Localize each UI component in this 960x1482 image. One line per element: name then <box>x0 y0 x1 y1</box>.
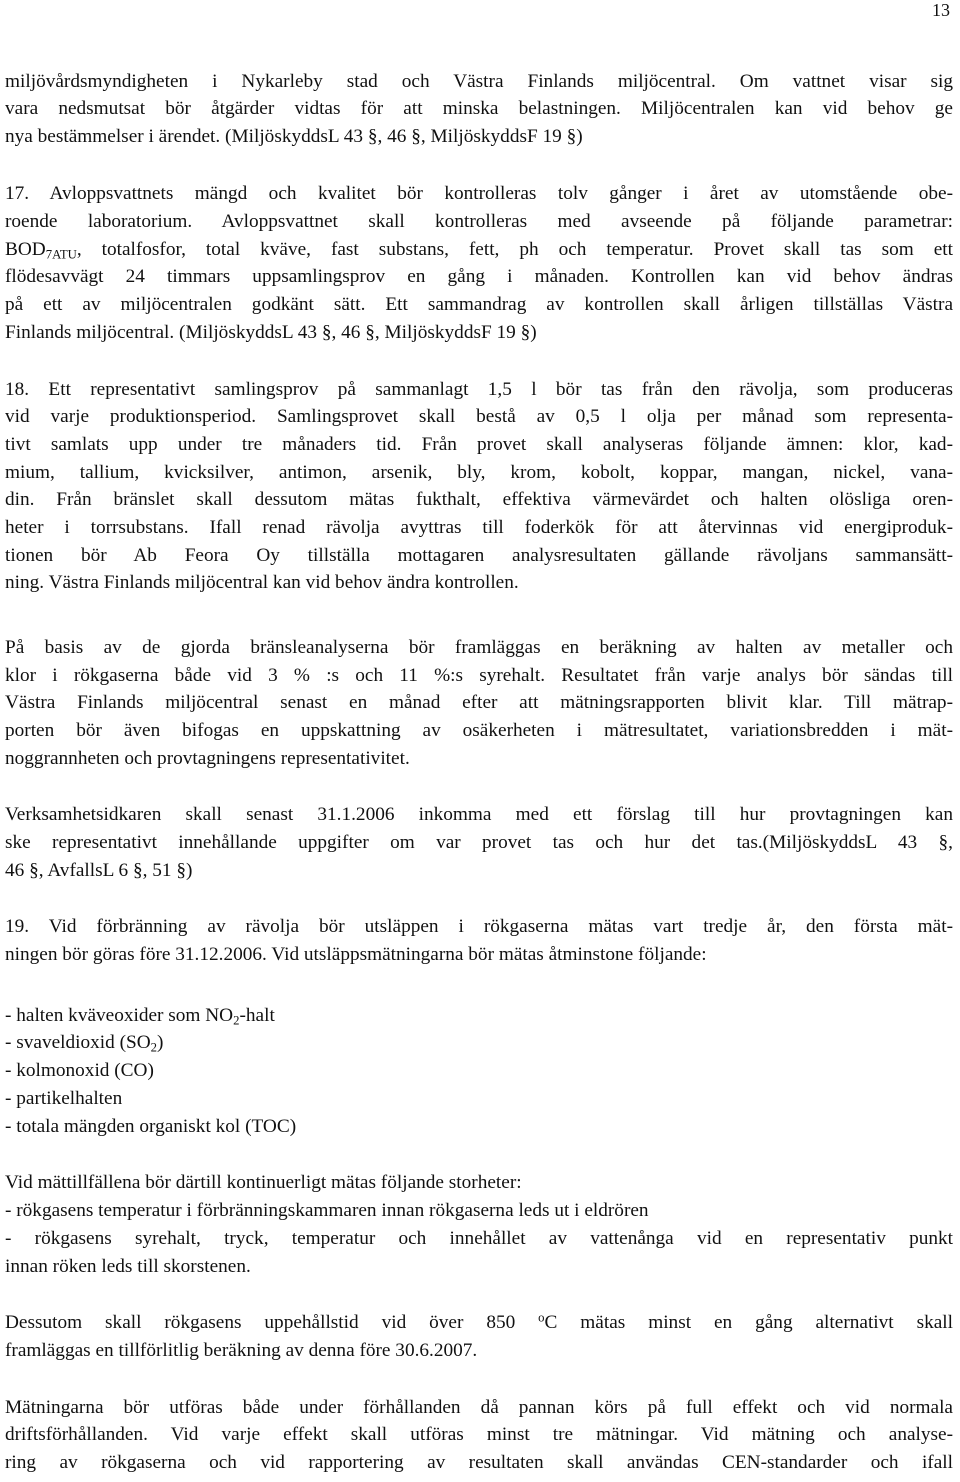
text-line <box>5 945 953 964</box>
text-line <box>5 407 953 426</box>
text-line <box>5 1229 953 1248</box>
text-sub: 2 <box>150 1040 158 1055</box>
text-line <box>5 1061 953 1080</box>
text-t: C mätas minst en gång alternativt skall <box>544 1312 953 1333</box>
text-line <box>5 295 953 314</box>
text-line <box>5 1173 953 1192</box>
text-t: framläggas en tillförlitlig beräkning av denna före 30.6.2007. <box>5 1340 478 1361</box>
text-line <box>5 917 953 936</box>
text-line <box>5 1453 953 1472</box>
text-t: Finlands miljöcentral. (MiljöskyddsL 43 §, 46 §, MiljöskyddsF 19 §) <box>5 322 537 343</box>
text-pre: Dessutom skall rökgasens uppehållstid vid över 850 <box>5 1312 539 1333</box>
text-t: Västra Finlands miljöcentral senast en månad efter att mätningsrapporten blivit klar. Till mätrap- <box>5 692 953 713</box>
text-t: tivt samlats upp under tre månaders tid. Från provet skall analyseras följande ämnen: klor, kad- <box>5 434 953 455</box>
text-line <box>5 435 953 454</box>
text-line <box>5 1341 953 1360</box>
text-pre: - halten kväveoxider som NO <box>5 1005 234 1026</box>
text-line <box>5 1032 953 1055</box>
text-t: på ett av miljöcentralen godkänt sätt. Ett sammandrag av kontrollen skall årligen tillställas Västra <box>5 294 953 315</box>
text-line <box>5 72 953 91</box>
text-t: miljövårdsmyndigheten i Nykarleby stad och Västra Finlands miljöcentral. Om vattnet visar sig <box>5 71 953 92</box>
text-t: - kolmonoxid (CO) <box>5 1060 154 1081</box>
text-sub: 7ATU <box>45 247 77 262</box>
text-t: vara nedsmutsat bör åtgärder vidtas för att minska belastningen. Miljöcentralen kan vid behov ge <box>5 98 953 119</box>
text-line <box>5 212 953 231</box>
text-pre: BOD <box>5 239 46 260</box>
text-t: tionen bör Ab Feora Oy tillställa mottagaren analysresultaten gällande rävoljans sammansätt- <box>5 545 953 566</box>
page-number: 13 <box>932 0 950 20</box>
text-t: porten bör även bifogas en uppskattning av osäkerheten i mätresultatet, variationsbredden i mät- <box>5 720 953 741</box>
text-line <box>5 749 953 768</box>
text-t: 18. Ett representativt samlingsprov på sammanlagt 1,5 l bör tas från den rävolja, som produceras <box>5 379 953 400</box>
text-sup: o <box>538 1310 545 1325</box>
text-line <box>5 805 953 824</box>
text-line <box>5 1398 953 1417</box>
text-t: flödesavvägt 24 timmars uppsamlingsprov en gång i månaden. Kontrollen kan vid behov ändras <box>5 266 953 287</box>
text-line <box>5 323 953 342</box>
text-line <box>5 99 953 118</box>
text-t: roende laboratorium. Avloppsvattnet skall kontrolleras med avseende på följande parametrar: <box>5 211 953 232</box>
text-t: 46 §, AvfallsL 6 §, 51 §) <box>5 860 193 881</box>
text-line <box>5 833 953 852</box>
text-line <box>5 267 953 286</box>
text-t: Vid mättillfällena bör därtill kontinuerligt mätas följande storheter: <box>5 1172 522 1193</box>
text-t: På basis av de gjorda bränsleanalyserna bör framläggas en beräkning av halten av metaller och <box>5 637 953 658</box>
text-t: -halt <box>239 1005 275 1026</box>
text-t: - totala mängden organiskt kol (TOC) <box>5 1116 297 1137</box>
text-line <box>5 573 953 592</box>
text-line <box>5 1310 953 1333</box>
text-line <box>5 184 953 203</box>
text-t: Verksamhetsidkaren skall senast 31.1.2006 inkomma med ett förslag till hur provtagningen kan <box>5 804 953 825</box>
text-line <box>5 546 953 565</box>
text-t: , totalfosfor, total kväve, fast substans, fett, ph och temperatur. Provet skall tas som ett <box>76 239 953 260</box>
text-t: vid varje produktionsperiod. Samlingsprovet skall bestå av 0,5 l olja per månad som representa- <box>5 406 953 427</box>
text-t: ning. Västra Finlands miljöcentral kan vid behov ändra kontrollen. <box>5 572 519 593</box>
text-line <box>5 861 953 880</box>
text-t: klor i rökgaserna både vid 3 % :s och 11 %:s syrehalt. Resultatet från varje analys bör sändas till <box>5 665 953 686</box>
text-line <box>5 380 953 399</box>
text-line <box>5 239 953 262</box>
text-t: - rökgasens temperatur i förbränningskammaren innan rökgaserna leds ut i eldrören <box>5 1200 649 1221</box>
text-line <box>5 693 953 712</box>
text-line <box>5 127 953 146</box>
text-t: ske representativt innehållande uppgifter om var provet tas och hur det tas.(MiljöskyddsL 43 §, <box>5 832 953 853</box>
text-t: nya bestämmelser i ärendet. (MiljöskyddsL 43 §, 46 §, MiljöskyddsF 19 §) <box>5 126 583 147</box>
text-t: ring av rökgaserna och vid rapportering av resultaten skall användas CEN-standarder och ifall <box>5 1452 953 1473</box>
text-line <box>5 463 953 482</box>
text-t: ) <box>157 1032 164 1053</box>
text-t: driftsförhållanden. Vid varje effekt skall utföras minst tre mätningar. Vid mätning och analyse- <box>5 1424 953 1445</box>
text-t: heter i torrsubstans. Ifall renad rävolja avyttras till foderkök för att återvinnas vid energiproduk- <box>5 517 953 538</box>
text-t: 17. Avloppsvattnets mängd och kvalitet bör kontrolleras tolv gånger i året av utomstående obe- <box>5 183 953 204</box>
text-t: Mätningarna bör utföras både under förhållanden då pannan körs på full effekt och vid normala <box>5 1397 953 1418</box>
text-t: noggrannheten och provtagningens representativitet. <box>5 748 410 769</box>
text-line <box>5 1089 953 1108</box>
text-t: ningen bör göras före 31.12.2006. Vid utsläppsmätningarna bör mätas åtminstone följande: <box>5 944 707 965</box>
text-line <box>5 638 953 657</box>
text-line <box>5 1257 953 1276</box>
text-line <box>5 1005 953 1028</box>
text-line <box>5 1425 953 1444</box>
text-t: - partikelhalten <box>5 1088 123 1109</box>
text-sub: 2 <box>233 1013 240 1028</box>
text-line <box>5 490 953 509</box>
text-line <box>5 721 953 740</box>
text-t: 19. Vid förbränning av rävolja bör utsläppen i rökgaserna mätas vart tredje år, den första mät- <box>5 916 953 937</box>
text-pre: - svaveldioxid (SO <box>5 1032 151 1053</box>
text-line <box>5 1117 953 1136</box>
text-line <box>5 1201 953 1220</box>
text-line <box>5 666 953 685</box>
text-t: - rökgasens syrehalt, tryck, temperatur och innehållet av vattenånga vid en representativ punkt <box>5 1228 953 1249</box>
text-line <box>5 518 953 537</box>
text-t: innan röken leds till skorstenen. <box>5 1256 251 1277</box>
text-t: mium, tallium, kvicksilver, antimon, arsenik, bly, krom, kobolt, koppar, mangan, nickel, vana- <box>5 462 953 483</box>
text-t: din. Från bränslet skall dessutom mätas fukthalt, effektiva värmevärdet och halten olösliga oren- <box>5 489 953 510</box>
